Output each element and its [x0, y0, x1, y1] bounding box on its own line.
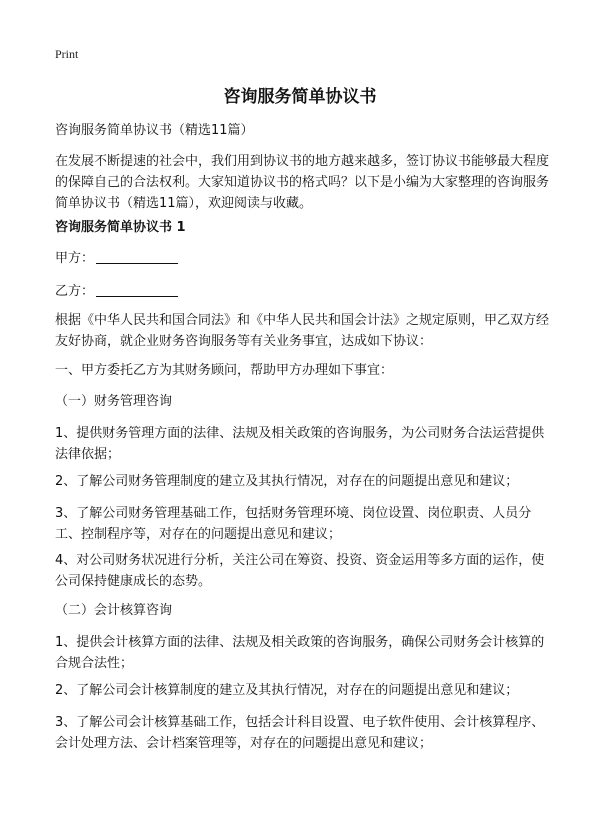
- list-item: 3、了解公司会计核算基础工作，包括会计科目设置、电子软件使用、会计核算程序、会计处理方法、会计档案管理等，对存在的问题提出意见和建议；: [55, 715, 545, 751]
- list-item: 3、了解公司财务管理基础工作，包括财务管理环境、岗位设置、岗位职责、人员分工、控制程序等，对存在的问题提出意见和建议；: [55, 506, 532, 542]
- document-subtitle: 咨询服务简单协议书（精选11篇）: [55, 123, 254, 138]
- party-b-blank: [96, 282, 178, 297]
- party-a-label: 甲方：: [55, 251, 95, 266]
- basis-paragraph: 根据《中华人民共和国合同法》和《中华人民共和国会计法》之规定原则，甲乙双方经友好协商，就企业财务咨询服务等有关业务事宜，达成如下协议：: [55, 313, 550, 349]
- list-item: 2、了解公司会计核算制度的建立及其执行情况，对存在的问题提出意见和建议；: [55, 683, 519, 698]
- print-link[interactable]: Print: [55, 47, 79, 61]
- list-item: 4、对公司财务状况进行分析，关注公司在筹资、投资、资金运用等多方面的运作，使公司保持健康成长的态势。: [55, 553, 545, 589]
- list-item: 1、提供财务管理方面的法律、法规及相关政策的咨询服务，为公司财务合法运营提供法律依据；: [55, 426, 545, 462]
- party-b-label: 乙方：: [55, 284, 95, 299]
- party-b-line: [55, 281, 555, 302]
- subsection-heading: （一）财务管理咨询: [55, 394, 173, 409]
- subsection-heading: （二）会计核算咨询: [55, 603, 173, 618]
- party-a-line: [55, 248, 555, 269]
- section-heading: 咨询服务简单协议书 1: [55, 220, 186, 235]
- clause-one: 一、甲方委托乙方为其财务顾问，帮助甲方办理如下事宜：: [55, 363, 394, 378]
- document-title: 咨询服务简单协议书: [223, 87, 377, 107]
- intro-paragraph: 在发展不断提速的社会中，我们用到协议书的地方越来越多，签订协议书能够最大程度的保障自己的合法权利。大家知道协议书的格式吗？以下是小编为大家整理的咨询服务简单协议书（精选11篇），欢迎阅读与收藏。: [55, 154, 550, 211]
- party-a-blank: [96, 249, 178, 264]
- list-item: 2、了解公司财务管理制度的建立及其执行情况，对存在的问题提出意见和建议；: [55, 474, 519, 489]
- list-item: 1、提供会计核算方面的法律、法规及相关政策的咨询服务，确保公司财务会计核算的合规合法性；: [55, 635, 545, 671]
